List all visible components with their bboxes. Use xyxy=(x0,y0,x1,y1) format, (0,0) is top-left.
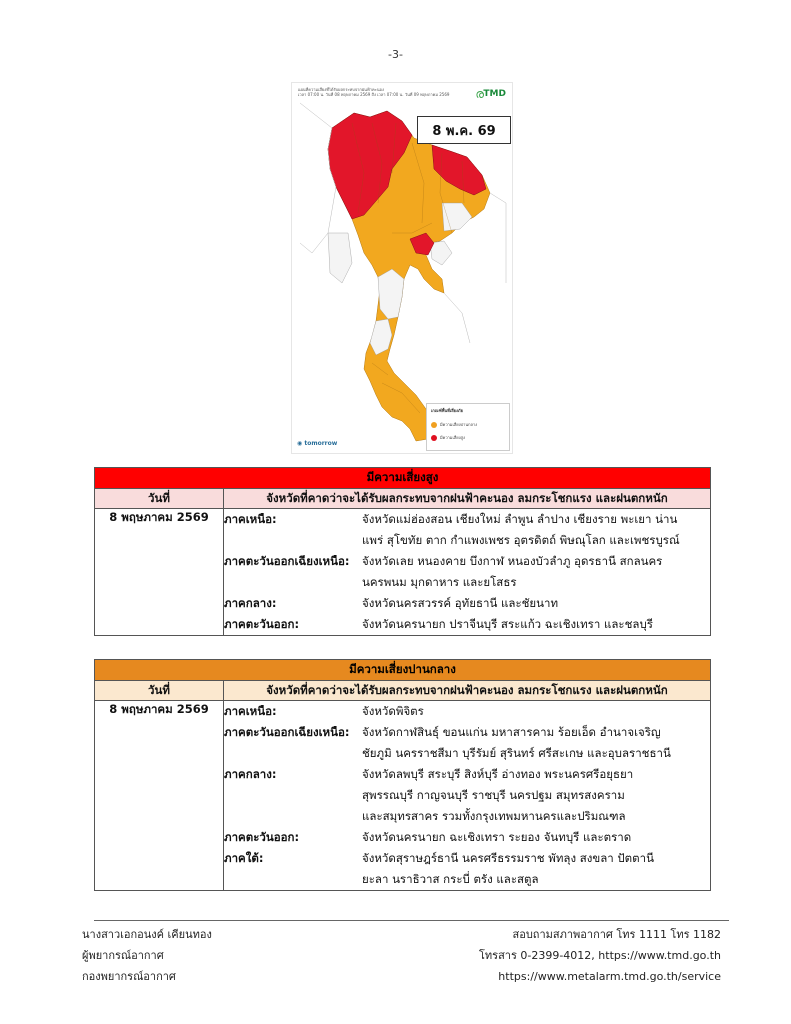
region-line: จังหวัดแม่ฮ่องสอน เชียงใหม่ ลำพูน ลำปาง เชียงราย พะเยา น่าน xyxy=(362,512,678,526)
map-header-line-1: แผนที่ความเสี่ยงที่ได้รับผลกระทบจากฝนฟ้าคะนอง xyxy=(298,87,384,92)
map-legend xyxy=(426,403,510,451)
region-line: จังหวัดพิจิตร xyxy=(362,704,424,718)
region-south xyxy=(224,848,710,890)
forecaster-name: นางสาวเอกอนงค์ เคียนทอง xyxy=(82,928,212,941)
medium-risk-title: มีความเสี่ยงปานกลาง xyxy=(95,660,711,681)
tmd-logo-icon: ര xyxy=(475,87,484,101)
region-line: จังหวัดนครนายก ปราจีนบุรี สระแก้ว ฉะเชิงเทรา และชลบุรี xyxy=(362,617,653,631)
tmd-logo-text: TMD xyxy=(483,89,506,99)
legend-swatch-medium xyxy=(431,422,437,428)
medium-risk-provinces-header: จังหวัดที่คาดว่าจะได้รับผลกระทบจากฝนฟ้าคะนอง ลมกระโชกแรง และฝนตกหนัก xyxy=(224,681,711,701)
map-header-text xyxy=(298,87,458,97)
tomorrow-attribution: ◉ tomorrow xyxy=(297,440,338,447)
legend-swatch-high xyxy=(431,435,437,441)
high-risk-date-header: วันที่ xyxy=(95,489,224,509)
contact-service-link[interactable]: https://www.metalarm.tmd.go.th/service xyxy=(498,970,721,983)
region-north xyxy=(224,701,710,722)
region-line: จังหวัดสุราษฎร์ธานี นครศรีธรรมราช พัทลุง สงขลา ปัตตานี xyxy=(362,851,654,865)
contact-fax-website[interactable]: โทรสาร 0-2399-4012, https://www.tmd.go.th xyxy=(479,949,721,962)
medium-risk-date: 8 พฤษภาคม 2569 xyxy=(95,701,224,891)
region-line: นครพนม มุกดาหาร และยโสธร xyxy=(362,575,517,589)
region-line: จังหวัดนครนายก ฉะเชิงเทรา ระยอง จันทบุรี และตราด xyxy=(362,830,632,844)
region-label: ภาคตะวันออกเฉียงเหนือ: xyxy=(224,554,350,568)
region-line: จังหวัดเลย หนองคาย บึงกาฬ หนองบัวลำภู อุดรธานี สกลนคร xyxy=(362,554,663,568)
high-risk-provinces-header: จังหวัดที่คาดว่าจะได้รับผลกระทบจากฝนฟ้าคะนอง ลมกระโชกแรง และฝนตกหนัก xyxy=(224,489,711,509)
region-northeast xyxy=(224,551,710,593)
region-line: ยะลา นราธิวาส กระบี่ ตรัง และสตูล xyxy=(362,872,539,886)
region-label: ภาคตะวันออกเฉียงเหนือ: xyxy=(224,725,350,739)
region-label: ภาคกลาง: xyxy=(224,596,277,610)
region-line: และสมุทรสาคร รวมทั้งกรุงเทพมหานครและปริมณฑล xyxy=(362,809,626,823)
footer-signatory xyxy=(82,924,212,987)
region-line: แพร่ สุโขทัย ตาก กำแพงเพชร อุตรดิตถ์ พิษณุโลก และเพชรบูรณ์ xyxy=(362,533,680,547)
forecaster-division: กองพยากรณ์อากาศ xyxy=(82,970,176,983)
region-northeast xyxy=(224,722,710,764)
legend-item-high xyxy=(431,434,465,441)
footer-divider xyxy=(94,920,729,921)
region-line: สุพรรณบุรี กาญจนบุรี ราชบุรี นครปฐม สมุทรสงคราม xyxy=(362,788,625,802)
region-north xyxy=(224,509,710,551)
medium-risk-date-header: วันที่ xyxy=(95,681,224,701)
region-east xyxy=(224,827,710,848)
page-number: -3- xyxy=(388,48,403,61)
medium-risk-regions xyxy=(224,701,711,891)
region-line: จังหวัดนครสวรรค์ อุทัยธานี และชัยนาท xyxy=(362,596,559,610)
region-central xyxy=(224,593,710,614)
region-line: จังหวัดลพบุรี สระบุรี สิงห์บุรี อ่างทอง พระนครศรีอยุธยา xyxy=(362,767,634,781)
legend-label-high: มีความเสี่ยงสูง xyxy=(440,435,465,440)
footer-contact xyxy=(479,924,721,987)
high-risk-date: 8 พฤษภาคม 2569 xyxy=(95,509,224,636)
legend-label-medium: มีความเสี่ยงปานกลาง xyxy=(440,422,478,427)
region-label: ภาคตะวันออก: xyxy=(224,617,300,631)
high-risk-table xyxy=(94,467,711,636)
region-label: ภาคตะวันออก: xyxy=(224,830,300,844)
region-label: ภาคใต้: xyxy=(224,851,264,865)
region-line: ชัยภูมิ นครราชสีมา บุรีรัมย์ สุรินทร์ ศรีสะเกษ และอุบลราชธานี xyxy=(362,746,671,760)
region-central xyxy=(224,764,710,827)
forecaster-title: ผู้พยากรณ์อากาศ xyxy=(82,949,164,962)
region-label: ภาคเหนือ: xyxy=(224,704,277,718)
legend-title: เกณฑ์พื้นที่เสี่ยงภัย xyxy=(431,408,463,413)
map-header-line-2: เวลา 07:00 น. วันที่ 08 พฤษภาคม 2569 ถึง เวลา 07:00 น. วันที่ 09 พฤษภาคม 2569 xyxy=(298,92,450,97)
medium-risk-table xyxy=(94,659,711,891)
region-label: ภาคเหนือ: xyxy=(224,512,277,526)
high-risk-regions xyxy=(224,509,711,636)
contact-phone: สอบถามสภาพอากาศ โทร 1111 โทร 1182 xyxy=(512,928,721,941)
region-label: ภาคกลาง: xyxy=(224,767,277,781)
attribution-text: tomorrow xyxy=(304,440,338,447)
map-date-label: 8 พ.ค. 69 xyxy=(417,116,511,144)
risk-map xyxy=(291,82,513,454)
high-risk-title: มีความเสี่ยงสูง xyxy=(95,468,711,489)
region-line: จังหวัดกาฬสินธุ์ ขอนแก่น มหาสารคาม ร้อยเอ็ด อำนาจเจริญ xyxy=(362,725,661,739)
region-east xyxy=(224,614,710,635)
legend-item-medium xyxy=(431,421,477,428)
